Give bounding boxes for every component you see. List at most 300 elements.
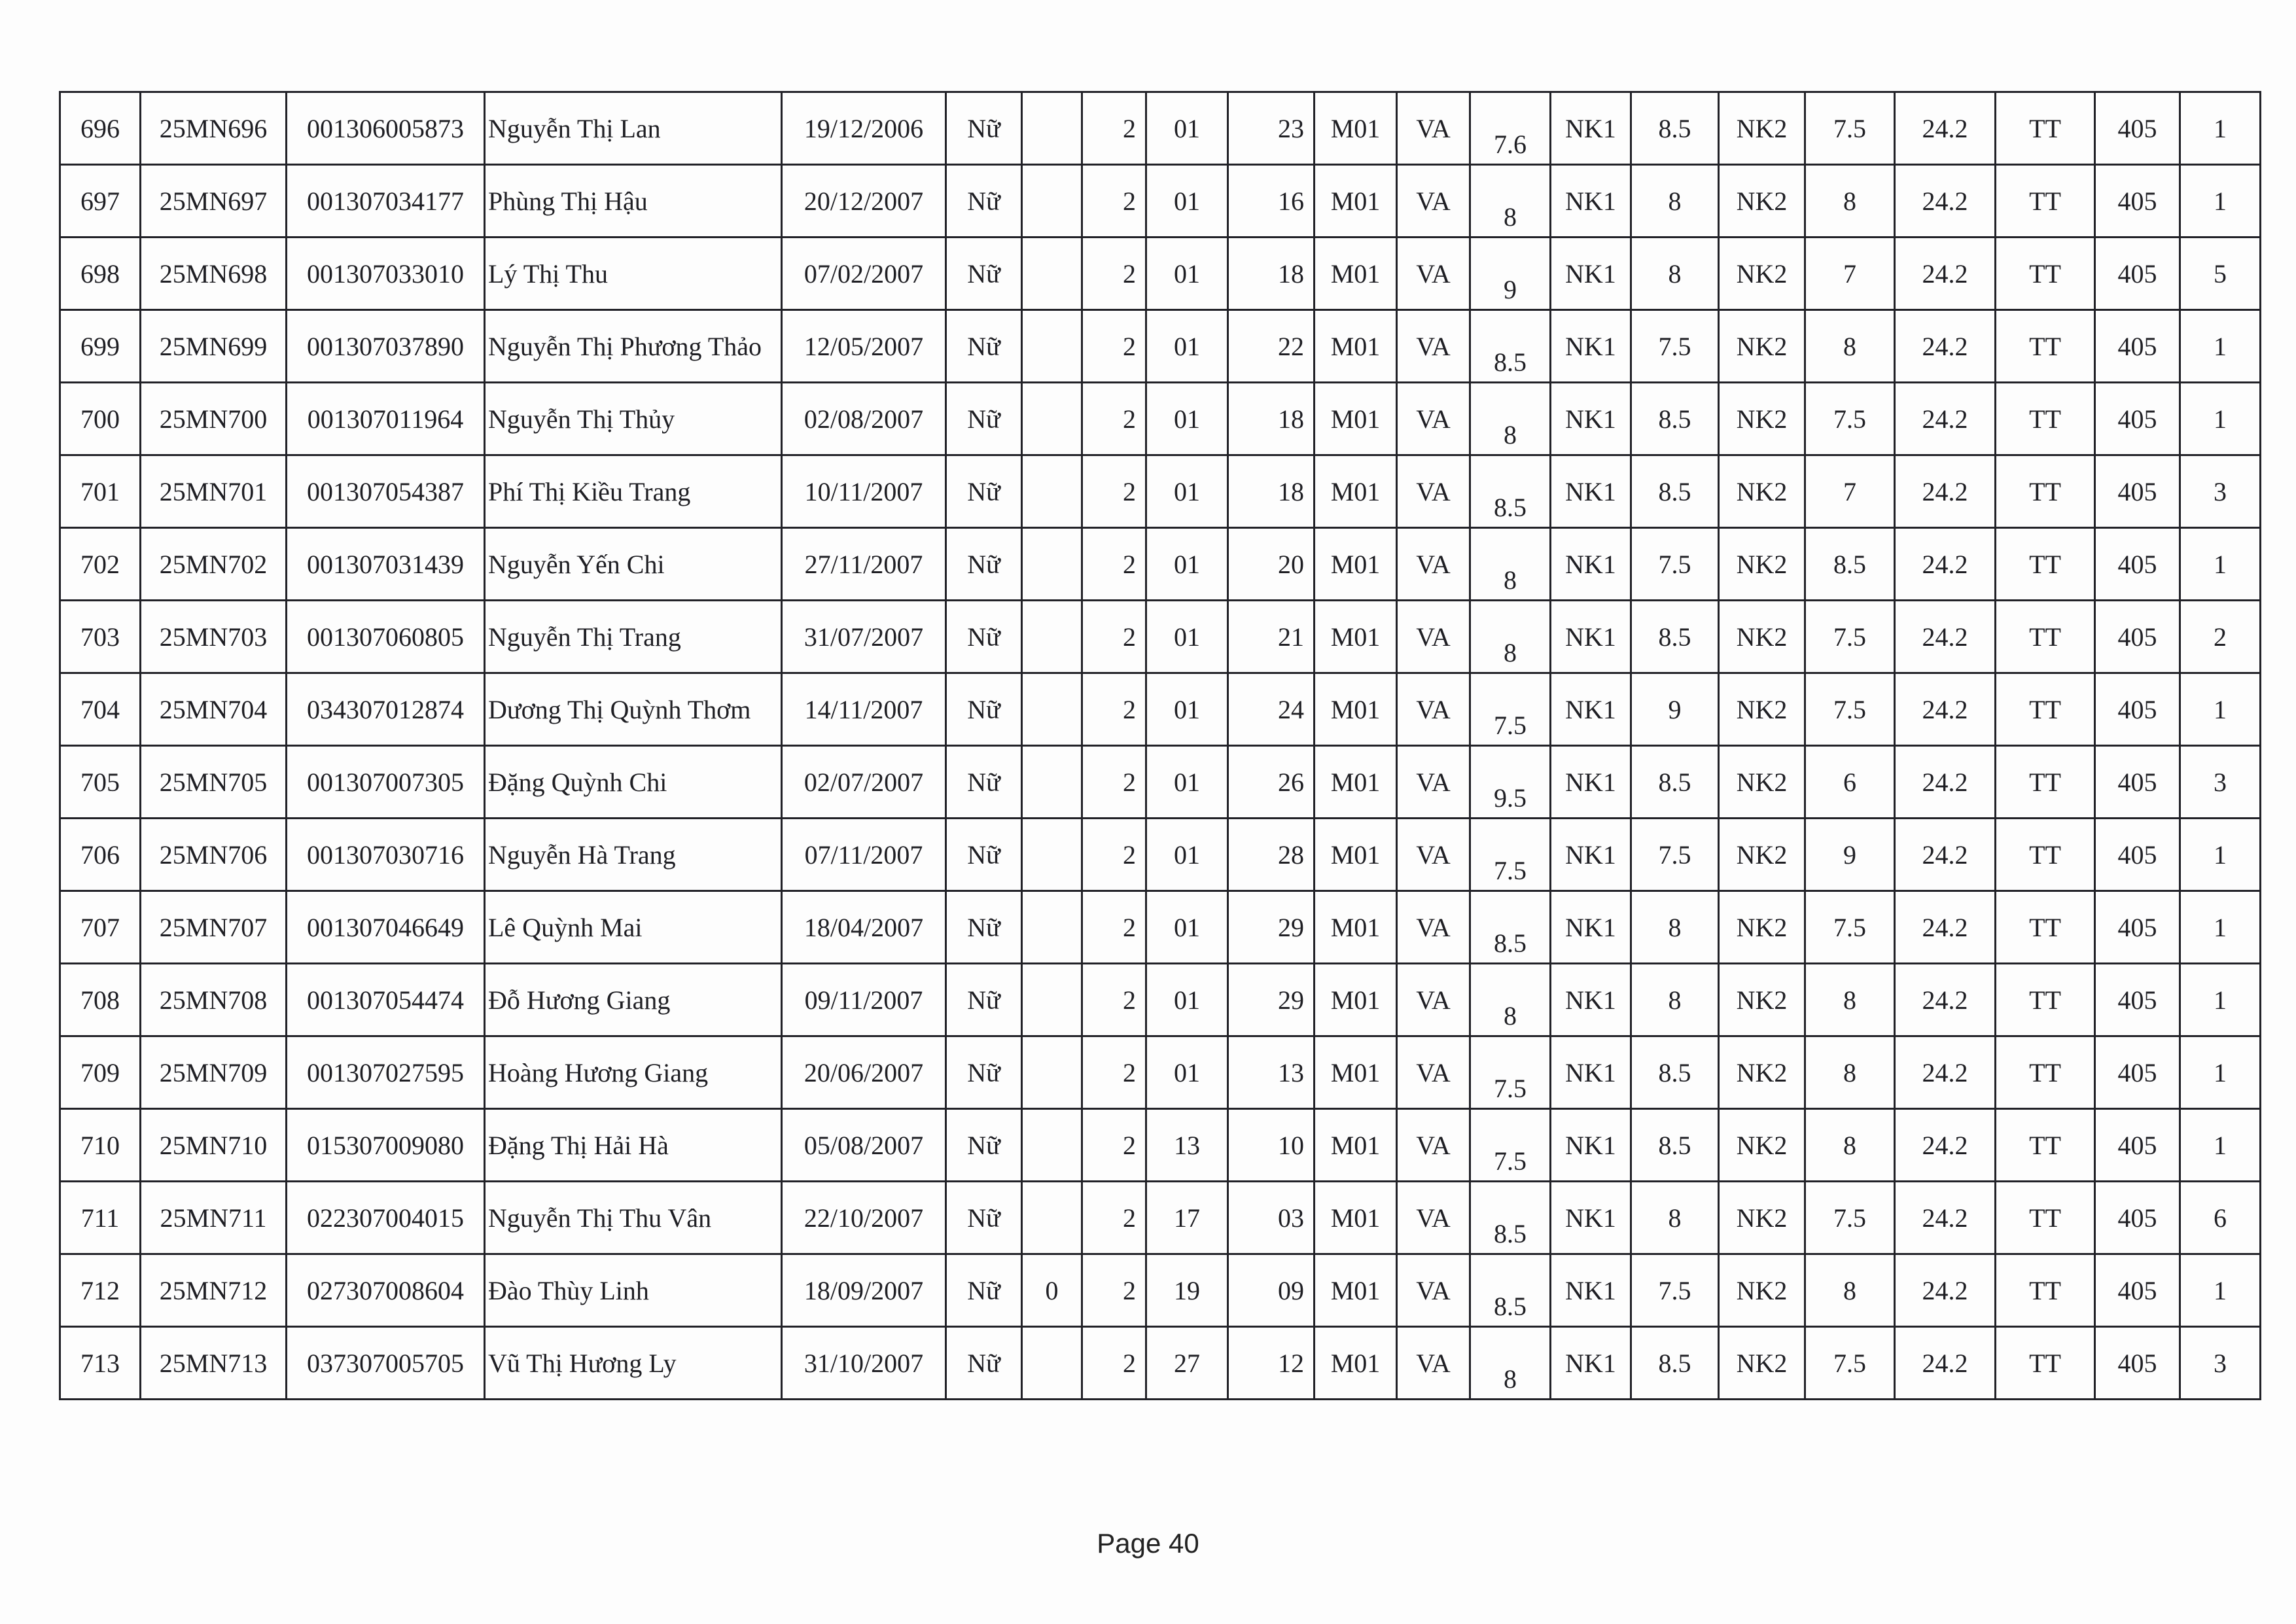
row-number-cell: 699 [60,310,141,383]
subject-score-cell: 7.5 [1470,1109,1551,1182]
aptitude1-score-cell: 9 [1631,673,1719,746]
candidate-code-cell: 25MN706 [141,819,287,891]
full-name-cell: Nguyễn Thị Thủy [485,383,782,455]
priority-flag-cell [1022,1109,1082,1182]
total-score-cell: 24.2 [1895,1182,1996,1254]
status-cell: TT [1996,1109,2095,1182]
status-cell: TT [1996,310,2095,383]
subject-score-cell: 7.5 [1470,819,1551,891]
full-name-cell: Nguyễn Hà Trang [485,819,782,891]
aptitude2-score-cell: 7 [1805,455,1895,528]
row-number-cell: 701 [60,455,141,528]
aptitude1-score-cell: 7.5 [1631,310,1719,383]
total-score-cell: 24.2 [1895,964,1996,1036]
gender-cell: Nữ [946,238,1022,310]
date-of-birth-cell: 10/11/2007 [782,455,946,528]
wish-order-cell: 3 [2180,455,2261,528]
aptitude1-code-cell: NK1 [1551,455,1631,528]
citizen-id-cell: 001307030716 [287,819,485,891]
area-code-cell: 2 [1082,601,1146,673]
aptitude1-score-cell: 8.5 [1631,455,1719,528]
candidate-code-cell: 25MN703 [141,601,287,673]
wish-order-cell: 1 [2180,528,2261,601]
gender-cell: Nữ [946,1254,1022,1327]
row-number-cell: 704 [60,673,141,746]
candidate-code-cell: 25MN708 [141,964,287,1036]
total-score-cell: 24.2 [1895,310,1996,383]
aptitude2-code-cell: NK2 [1719,92,1805,165]
row-number-cell: 706 [60,819,141,891]
subject-score-cell: 8.5 [1470,1254,1551,1327]
major-code-cell: 405 [2095,964,2180,1036]
major-code-cell: 405 [2095,1182,2180,1254]
aptitude2-code-cell: NK2 [1719,1182,1805,1254]
row-number-cell: 712 [60,1254,141,1327]
wish-order-cell: 6 [2180,1182,2261,1254]
wish-order-cell: 1 [2180,1109,2261,1182]
aptitude2-score-cell: 7.5 [1805,1327,1895,1400]
aptitude2-score-cell: 8.5 [1805,528,1895,601]
status-cell: TT [1996,1182,2095,1254]
province-code-cell: 01 [1146,165,1228,238]
aptitude1-score-cell: 8.5 [1631,1036,1719,1109]
area-code-cell: 2 [1082,746,1146,819]
aptitude1-code-cell: NK1 [1551,1036,1631,1109]
status-cell: TT [1996,1036,2095,1109]
citizen-id-cell: 001307011964 [287,383,485,455]
wish-order-cell: 3 [2180,1327,2261,1400]
aptitude2-score-cell: 7.5 [1805,92,1895,165]
candidate-code-cell: 25MN697 [141,165,287,238]
area-code-cell: 2 [1082,964,1146,1036]
total-score-cell: 24.2 [1895,238,1996,310]
subject-score-cell: 8.5 [1470,891,1551,964]
status-cell: TT [1996,165,2095,238]
subject-score-cell: 7.6 [1470,92,1551,165]
aptitude1-score-cell: 8.5 [1631,601,1719,673]
table-row [60,746,2261,819]
subject-combo-cell: M01 [1315,891,1397,964]
total-score-cell: 24.2 [1895,92,1996,165]
subject-code-cell: VA [1397,746,1470,819]
row-number-cell: 711 [60,1182,141,1254]
row-number-cell: 713 [60,1327,141,1400]
priority-flag-cell [1022,819,1082,891]
province-code-cell: 01 [1146,746,1228,819]
row-number-cell: 703 [60,601,141,673]
subject-combo-cell: M01 [1315,601,1397,673]
subject-combo-cell: M01 [1315,673,1397,746]
total-score-cell: 24.2 [1895,1327,1996,1400]
major-code-cell: 405 [2095,165,2180,238]
district-code-cell: 22 [1228,310,1315,383]
aptitude2-score-cell: 8 [1805,1036,1895,1109]
full-name-cell: Nguyễn Thị Trang [485,601,782,673]
aptitude2-code-cell: NK2 [1719,964,1805,1036]
total-score-cell: 24.2 [1895,601,1996,673]
priority-flag-cell [1022,165,1082,238]
full-name-cell: Nguyễn Thị Thu Vân [485,1182,782,1254]
aptitude1-code-cell: NK1 [1551,238,1631,310]
candidate-code-cell: 25MN700 [141,383,287,455]
subject-code-cell: VA [1397,964,1470,1036]
area-code-cell: 2 [1082,165,1146,238]
candidate-code-cell: 25MN712 [141,1254,287,1327]
status-cell: TT [1996,92,2095,165]
district-code-cell: 26 [1228,746,1315,819]
gender-cell: Nữ [946,746,1022,819]
row-number-cell: 702 [60,528,141,601]
priority-flag-cell [1022,1182,1082,1254]
province-code-cell: 01 [1146,819,1228,891]
subject-combo-cell: M01 [1315,1109,1397,1182]
candidate-code-cell: 25MN704 [141,673,287,746]
citizen-id-cell: 001307033010 [287,238,485,310]
province-code-cell: 01 [1146,455,1228,528]
wish-order-cell: 3 [2180,746,2261,819]
subject-combo-cell: M01 [1315,92,1397,165]
aptitude1-code-cell: NK1 [1551,1327,1631,1400]
table-row [60,819,2261,891]
province-code-cell: 01 [1146,891,1228,964]
major-code-cell: 405 [2095,238,2180,310]
priority-flag-cell [1022,92,1082,165]
subject-score-cell: 8 [1470,964,1551,1036]
gender-cell: Nữ [946,92,1022,165]
full-name-cell: Vũ Thị Hương Ly [485,1327,782,1400]
major-code-cell: 405 [2095,819,2180,891]
status-cell: TT [1996,673,2095,746]
major-code-cell: 405 [2095,455,2180,528]
citizen-id-cell: 001307034177 [287,165,485,238]
date-of-birth-cell: 31/07/2007 [782,601,946,673]
table-row [60,601,2261,673]
total-score-cell: 24.2 [1895,1036,1996,1109]
subject-combo-cell: M01 [1315,1327,1397,1400]
subject-code-cell: VA [1397,238,1470,310]
total-score-cell: 24.2 [1895,746,1996,819]
subject-score-cell: 8.5 [1470,455,1551,528]
table-row [60,528,2261,601]
aptitude2-code-cell: NK2 [1719,310,1805,383]
subject-combo-cell: M01 [1315,165,1397,238]
area-code-cell: 2 [1082,92,1146,165]
aptitude1-code-cell: NK1 [1551,673,1631,746]
citizen-id-cell: 027307008604 [287,1254,485,1327]
aptitude1-score-cell: 8.5 [1631,746,1719,819]
table-row [60,238,2261,310]
aptitude2-score-cell: 7 [1805,238,1895,310]
subject-combo-cell: M01 [1315,746,1397,819]
subject-combo-cell: M01 [1315,1254,1397,1327]
table-row [60,165,2261,238]
wish-order-cell: 2 [2180,601,2261,673]
candidate-code-cell: 25MN713 [141,1327,287,1400]
aptitude1-score-cell: 8 [1631,964,1719,1036]
subject-code-cell: VA [1397,455,1470,528]
gender-cell: Nữ [946,891,1022,964]
table-row [60,383,2261,455]
subject-score-cell: 7.5 [1470,673,1551,746]
subject-code-cell: VA [1397,673,1470,746]
aptitude2-code-cell: NK2 [1719,165,1805,238]
table-row [60,891,2261,964]
subject-score-cell: 9 [1470,238,1551,310]
citizen-id-cell: 034307012874 [287,673,485,746]
row-number-cell: 697 [60,165,141,238]
major-code-cell: 405 [2095,1254,2180,1327]
subject-combo-cell: M01 [1315,238,1397,310]
aptitude2-code-cell: NK2 [1719,528,1805,601]
wish-order-cell: 1 [2180,92,2261,165]
aptitude1-score-cell: 8.5 [1631,92,1719,165]
subject-combo-cell: M01 [1315,964,1397,1036]
date-of-birth-cell: 27/11/2007 [782,528,946,601]
full-name-cell: Đỗ Hương Giang [485,964,782,1036]
aptitude1-score-cell: 8 [1631,1182,1719,1254]
aptitude2-code-cell: NK2 [1719,673,1805,746]
district-code-cell: 13 [1228,1036,1315,1109]
aptitude2-score-cell: 8 [1805,964,1895,1036]
district-code-cell: 20 [1228,528,1315,601]
subject-code-cell: VA [1397,819,1470,891]
table-row [60,673,2261,746]
wish-order-cell: 5 [2180,238,2261,310]
status-cell: TT [1996,601,2095,673]
date-of-birth-cell: 22/10/2007 [782,1182,946,1254]
major-code-cell: 405 [2095,92,2180,165]
aptitude2-code-cell: NK2 [1719,746,1805,819]
aptitude2-code-cell: NK2 [1719,455,1805,528]
gender-cell: Nữ [946,383,1022,455]
citizen-id-cell: 001307031439 [287,528,485,601]
citizen-id-cell: 037307005705 [287,1327,485,1400]
date-of-birth-cell: 20/12/2007 [782,165,946,238]
candidate-code-cell: 25MN707 [141,891,287,964]
full-name-cell: Nguyễn Thị Lan [485,92,782,165]
subject-score-cell: 8 [1470,528,1551,601]
gender-cell: Nữ [946,1036,1022,1109]
date-of-birth-cell: 20/06/2007 [782,1036,946,1109]
candidate-code-cell: 25MN710 [141,1109,287,1182]
citizen-id-cell: 001307046649 [287,891,485,964]
province-code-cell: 01 [1146,964,1228,1036]
aptitude2-score-cell: 7.5 [1805,383,1895,455]
table-row [60,455,2261,528]
wish-order-cell: 1 [2180,1254,2261,1327]
aptitude2-score-cell: 9 [1805,819,1895,891]
aptitude2-score-cell: 8 [1805,1109,1895,1182]
major-code-cell: 405 [2095,1109,2180,1182]
table-row [60,92,2261,165]
subject-combo-cell: M01 [1315,383,1397,455]
district-code-cell: 23 [1228,92,1315,165]
province-code-cell: 01 [1146,92,1228,165]
province-code-cell: 19 [1146,1254,1228,1327]
subject-code-cell: VA [1397,528,1470,601]
aptitude1-code-cell: NK1 [1551,601,1631,673]
candidate-code-cell: 25MN701 [141,455,287,528]
gender-cell: Nữ [946,310,1022,383]
aptitude1-score-cell: 8 [1631,891,1719,964]
area-code-cell: 2 [1082,528,1146,601]
area-code-cell: 2 [1082,1109,1146,1182]
subject-combo-cell: M01 [1315,455,1397,528]
row-number-cell: 705 [60,746,141,819]
area-code-cell: 2 [1082,1254,1146,1327]
aptitude2-code-cell: NK2 [1719,238,1805,310]
wish-order-cell: 1 [2180,165,2261,238]
full-name-cell: Phí Thị Kiều Trang [485,455,782,528]
status-cell: TT [1996,746,2095,819]
area-code-cell: 2 [1082,1327,1146,1400]
candidate-code-cell: 25MN711 [141,1182,287,1254]
major-code-cell: 405 [2095,673,2180,746]
full-name-cell: Dương Thị Quỳnh Thơm [485,673,782,746]
status-cell: TT [1996,964,2095,1036]
full-name-cell: Đặng Thị Hải Hà [485,1109,782,1182]
status-cell: TT [1996,819,2095,891]
district-code-cell: 10 [1228,1109,1315,1182]
status-cell: TT [1996,528,2095,601]
gender-cell: Nữ [946,528,1022,601]
subject-score-cell: 8 [1470,1327,1551,1400]
area-code-cell: 2 [1082,310,1146,383]
subject-combo-cell: M01 [1315,528,1397,601]
aptitude2-score-cell: 7.5 [1805,601,1895,673]
date-of-birth-cell: 07/11/2007 [782,819,946,891]
aptitude1-code-cell: NK1 [1551,1182,1631,1254]
candidate-code-cell: 25MN705 [141,746,287,819]
district-code-cell: 18 [1228,455,1315,528]
subject-combo-cell: M01 [1315,1036,1397,1109]
province-code-cell: 01 [1146,238,1228,310]
aptitude1-code-cell: NK1 [1551,819,1631,891]
aptitude2-code-cell: NK2 [1719,1327,1805,1400]
gender-cell: Nữ [946,1182,1022,1254]
district-code-cell: 29 [1228,891,1315,964]
full-name-cell: Lý Thị Thu [485,238,782,310]
total-score-cell: 24.2 [1895,673,1996,746]
priority-flag-cell: 0 [1022,1254,1082,1327]
wish-order-cell: 1 [2180,891,2261,964]
aptitude2-code-cell: NK2 [1719,1036,1805,1109]
page-number: Page 40 [1097,1528,1199,1559]
subject-combo-cell: M01 [1315,310,1397,383]
table-row [60,1327,2261,1400]
date-of-birth-cell: 02/08/2007 [782,383,946,455]
aptitude2-score-cell: 7.5 [1805,891,1895,964]
date-of-birth-cell: 12/05/2007 [782,310,946,383]
subject-code-cell: VA [1397,1327,1470,1400]
citizen-id-cell: 001307054474 [287,964,485,1036]
aptitude1-score-cell: 7.5 [1631,1254,1719,1327]
total-score-cell: 24.2 [1895,819,1996,891]
aptitude1-code-cell: NK1 [1551,964,1631,1036]
total-score-cell: 24.2 [1895,455,1996,528]
aptitude2-score-cell: 8 [1805,310,1895,383]
citizen-id-cell: 001307007305 [287,746,485,819]
row-number-cell: 707 [60,891,141,964]
aptitude2-score-cell: 8 [1805,1254,1895,1327]
wish-order-cell: 1 [2180,1036,2261,1109]
district-code-cell: 18 [1228,238,1315,310]
area-code-cell: 2 [1082,1036,1146,1109]
status-cell: TT [1996,238,2095,310]
priority-flag-cell [1022,528,1082,601]
province-code-cell: 01 [1146,673,1228,746]
date-of-birth-cell: 09/11/2007 [782,964,946,1036]
major-code-cell: 405 [2095,1327,2180,1400]
wish-order-cell: 1 [2180,819,2261,891]
district-code-cell: 03 [1228,1182,1315,1254]
aptitude1-score-cell: 8.5 [1631,1327,1719,1400]
gender-cell: Nữ [946,1327,1022,1400]
subject-combo-cell: M01 [1315,819,1397,891]
candidate-code-cell: 25MN702 [141,528,287,601]
gender-cell: Nữ [946,165,1022,238]
priority-flag-cell [1022,673,1082,746]
subject-code-cell: VA [1397,1109,1470,1182]
aptitude1-code-cell: NK1 [1551,1254,1631,1327]
aptitude2-score-cell: 8 [1805,165,1895,238]
aptitude1-score-cell: 8 [1631,238,1719,310]
gender-cell: Nữ [946,601,1022,673]
subject-code-cell: VA [1397,92,1470,165]
subject-score-cell: 7.5 [1470,1036,1551,1109]
citizen-id-cell: 001306005873 [287,92,485,165]
table-row [60,1254,2261,1327]
district-code-cell: 16 [1228,165,1315,238]
date-of-birth-cell: 18/04/2007 [782,891,946,964]
candidate-table [59,91,2261,1400]
date-of-birth-cell: 19/12/2006 [782,92,946,165]
area-code-cell: 2 [1082,238,1146,310]
major-code-cell: 405 [2095,746,2180,819]
citizen-id-cell: 001307027595 [287,1036,485,1109]
date-of-birth-cell: 05/08/2007 [782,1109,946,1182]
priority-flag-cell [1022,310,1082,383]
aptitude2-code-cell: NK2 [1719,891,1805,964]
gender-cell: Nữ [946,1109,1022,1182]
wish-order-cell: 1 [2180,673,2261,746]
wish-order-cell: 1 [2180,383,2261,455]
row-number-cell: 710 [60,1109,141,1182]
gender-cell: Nữ [946,455,1022,528]
aptitude1-code-cell: NK1 [1551,92,1631,165]
aptitude1-score-cell: 8.5 [1631,383,1719,455]
subject-score-cell: 8 [1470,383,1551,455]
aptitude2-score-cell: 7.5 [1805,1182,1895,1254]
province-code-cell: 13 [1146,1109,1228,1182]
priority-flag-cell [1022,455,1082,528]
aptitude2-code-cell: NK2 [1719,1109,1805,1182]
citizen-id-cell: 022307004015 [287,1182,485,1254]
aptitude1-code-cell: NK1 [1551,528,1631,601]
full-name-cell: Đào Thùy Linh [485,1254,782,1327]
subject-score-cell: 8 [1470,165,1551,238]
table-row [60,964,2261,1036]
citizen-id-cell: 001307054387 [287,455,485,528]
subject-code-cell: VA [1397,891,1470,964]
province-code-cell: 01 [1146,1036,1228,1109]
area-code-cell: 2 [1082,1182,1146,1254]
area-code-cell: 2 [1082,673,1146,746]
major-code-cell: 405 [2095,383,2180,455]
gender-cell: Nữ [946,673,1022,746]
row-number-cell: 700 [60,383,141,455]
province-code-cell: 01 [1146,383,1228,455]
